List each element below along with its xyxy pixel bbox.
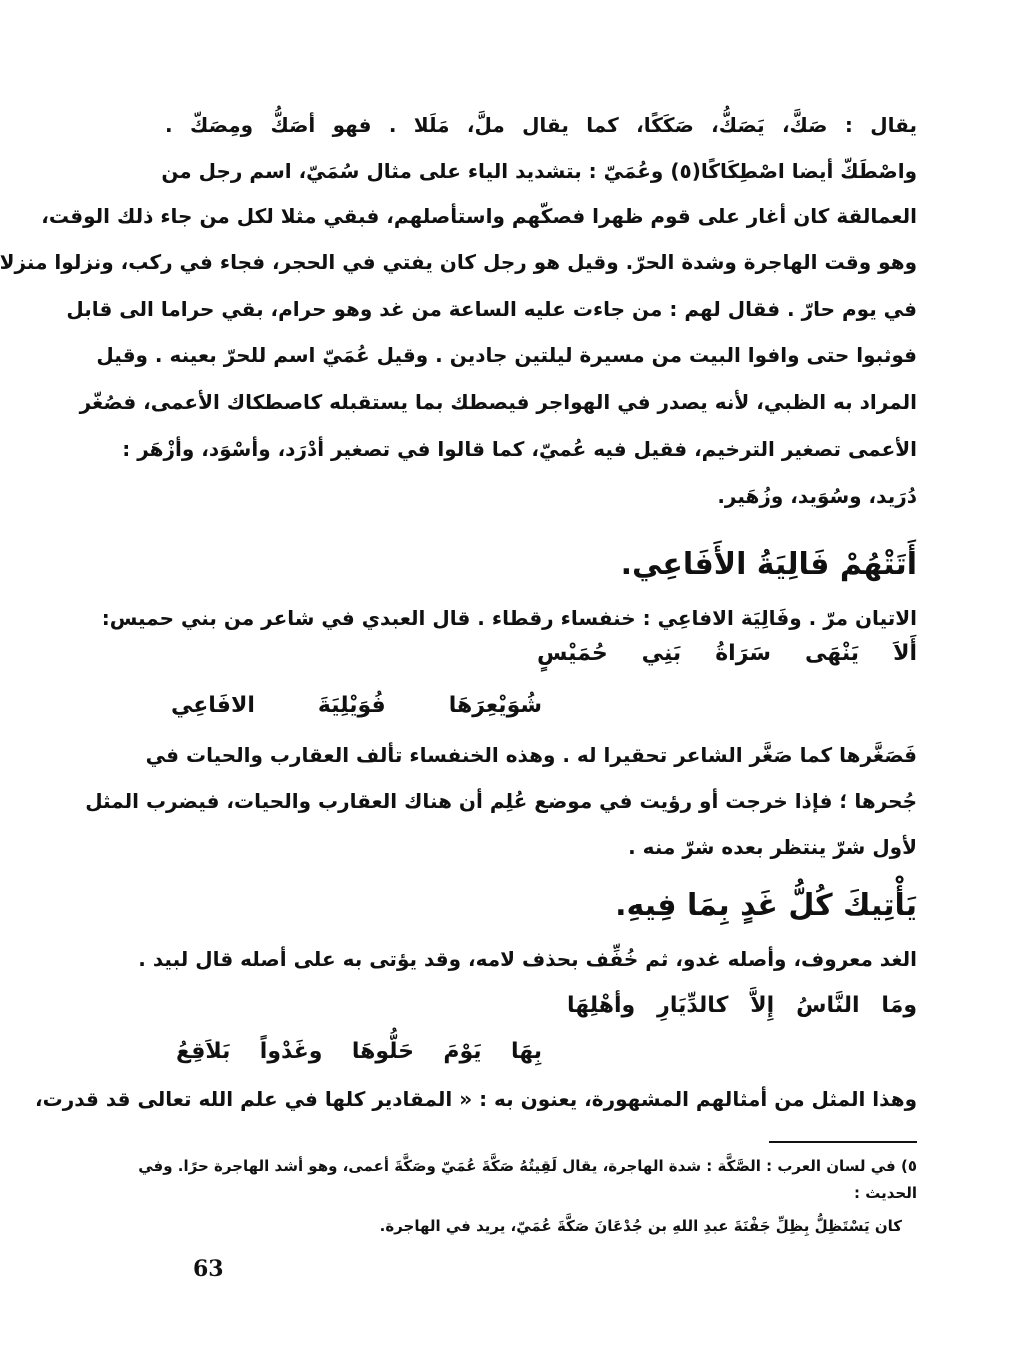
body-line: وهذا المثل من أمثالهم المشهورة، يعنون به : « المقادير كلها في علم الله تعالى قد قدرت،: [35, 1087, 917, 1111]
footnote-line: ٥) في لسان العرب : الصَّكَّة : شدة الهاجرة، يقال لَقِيتُهُ صَكَّةَ عُمَيّ وصَكَّةَ أعمى، وهو أشد الهاجرة حرًا. وفي: [138, 1157, 917, 1175]
body-line: المراد به الظبي، لأنه يصدر في الهواجر فيصطك بما يستقبله كاصطكاك الأعمى، فصُغّر: [79, 390, 917, 414]
body-line: الاتيان مرّ . وفَالِيَة الافاعِي : خنفساء رقطاء . قال العبدي في شاعر من بني حميس:: [101, 606, 917, 630]
body-line: الأعمى تصغير الترخيم، فقيل فيه عُميّ، كما قالوا في تصغير أدْرَد، وأسْوَد، وأزْهَر :: [122, 437, 917, 461]
verse-hemistich: ومَا النَّاسُ إِلاَّ كالدِّيَارِ وأهْلِهَا: [567, 993, 917, 1018]
verse-hemistich: أَلاَ يَنْهَى سَرَاةُ بَنِي حُمَيْسٍ: [537, 641, 917, 666]
body-line: دُرَيد، وسُوَيد، وزُهَير.: [717, 484, 917, 508]
body-line: يقال : صَكَّ، يَصَكُّ، صَكَكًا، كما يقال ملَّ، مَلَلا . فهو أصَكُّ ومِصَكّ .: [165, 113, 917, 137]
body-line: في يوم حارّ . فقال لهم : من جاءت عليه الساعة من غد وهو حرام، بقي حراما الى قابل: [66, 297, 917, 321]
verse-hemistich: بِهَا يَوْمَ حَلُّوهَا وغَدْواً بَلاَقِعُ: [176, 1039, 542, 1064]
body-line: لأول شرّ ينتظر بعده شرّ منه .: [628, 835, 917, 859]
proverb-heading: يَأْتِيكَ كُلُّ غَدٍ بِمَا فِيهِ.: [615, 888, 917, 923]
footnote-line: كان يَسْتَظِلُّ بِظِلِّ جَفْنَةَ عبدِ اللهِ بن جُدْعَانَ صَكَّةَ عُمَيّ، يريد في الهاجرة.: [379, 1217, 902, 1235]
verse-hemistich: شُوَيْعِرَهَا فُوَيْلِيَةَ الافَاعِي: [171, 693, 542, 718]
body-line: العمالقة كان أغار على قوم ظهرا فصكّهم واستأصلهم، فبقي مثلا لكل من جاء ذلك الوقت،: [41, 204, 917, 228]
footnote-line: الحديث :: [854, 1184, 917, 1202]
body-line: الغد معروف، وأصله غدو، ثم خُفِّف بحذف لامه، وقد يؤتى به على أصله قال لبيد .: [138, 947, 917, 971]
page-number: 63: [193, 1256, 224, 1282]
body-line: جُحرها ؛ فإذا خرجت أو رؤيت في موضع عُلِم أن هناك العقارب والحيات، فيضرب المثل: [85, 789, 917, 813]
proverb-heading: أَتَتْهُمْ فَالِيَةُ الأَفَاعِي.: [620, 547, 917, 582]
body-line: وهو وقت الهاجرة وشدة الحرّ. وقيل هو رجل كان يفتي في الحجر، فجاء في ركب، ونزلوا منزلا: [0, 250, 917, 274]
body-line: فوثبوا حتى وافوا البيت من مسيرة ليلتين جادين . وقيل عُمَيّ اسم للحرّ بعينه . وقيل: [96, 343, 917, 367]
footnote-rule: [769, 1141, 917, 1143]
body-line: واصْطَكّ أيضا اصْطِكَاكًا(٥) وعُمَيّ : بتشديد الياء على مثال سُمَيّ، اسم رجل من: [161, 159, 917, 183]
body-line: فَصَغَّرها كما صَغَّر الشاعر تحقيرا له . وهذه الخنفساء تألف العقارب والحيات في: [145, 743, 917, 767]
